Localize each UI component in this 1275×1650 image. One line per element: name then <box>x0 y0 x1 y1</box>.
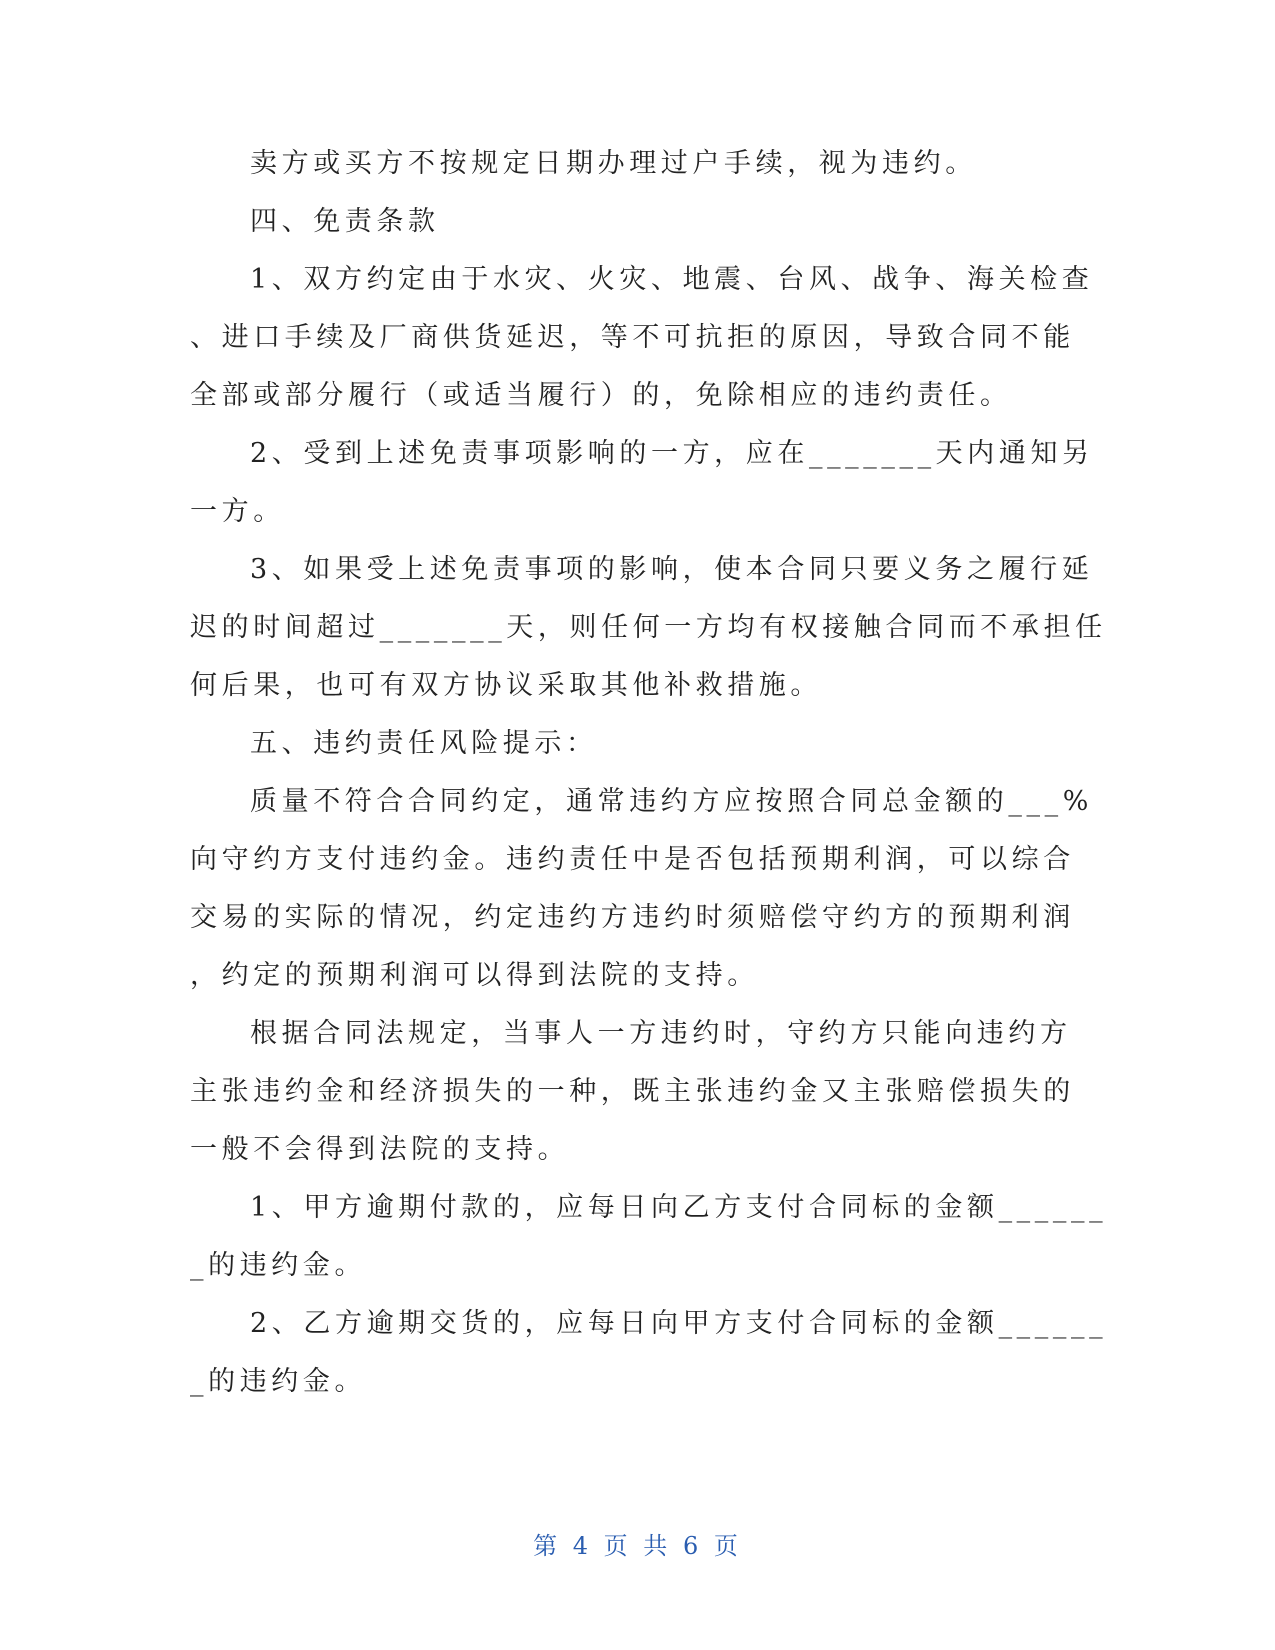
text-line-exemption-2a: 2、受到上述免责事项影响的一方，应在_______天内通知另 <box>250 438 1094 469</box>
text-line-exemption-1a: 1、双方约定由于水灾、火灾、地震、台风、战争、海关检查 <box>250 264 1094 295</box>
text-line-exemption-3a: 3、如果受上述免责事项的影响，使本合同只要义务之履行延 <box>250 554 1094 585</box>
text-line-late-payment-a: 1、甲方逾期付款的，应每日向乙方支付合同标的金额______ <box>250 1192 1108 1223</box>
text-line-late-payment-b: _的违约金。 <box>190 1250 367 1281</box>
section-heading-liability: 五、违约责任风险提示： <box>250 728 598 759</box>
page-number-footer: 第 4 页 共 6 页 <box>533 1532 742 1560</box>
text-line-contract-law-b: 主张违约金和经济损失的一种，既主张违约金又主张赔偿损失的 <box>190 1076 1075 1107</box>
text-line-contract-law-c: 一般不会得到法院的支持。 <box>190 1134 570 1165</box>
text-line-exemption-1b: 、进口手续及厂商供货延迟，等不可抗拒的原因，导致合同不能 <box>190 322 1075 353</box>
text-line-late-delivery-a: 2、乙方逾期交货的，应每日向甲方支付合同标的金额______ <box>250 1308 1108 1339</box>
text-line-quality-a: 质量不符合合同约定，通常违约方应按照合同总金额的___% <box>250 786 1093 817</box>
text-line-quality-d: ，约定的预期利润可以得到法院的支持。 <box>190 960 759 991</box>
text-line-exemption-2b: 一方。 <box>190 496 285 527</box>
text-line-exemption-3c: 何后果，也可有双方协议采取其他补救措施。 <box>190 670 822 701</box>
text-line-quality-b: 向守约方支付违约金。违约责任中是否包括预期利润，可以综合 <box>190 844 1075 875</box>
text-line-contract-law-a: 根据合同法规定，当事人一方违约时，守约方只能向违约方 <box>250 1018 1072 1049</box>
text-line-breach-transfer: 卖方或买方不按规定日期办理过户手续，视为违约。 <box>250 148 977 179</box>
text-line-quality-c: 交易的实际的情况，约定违约方违约时须赔偿守约方的预期利润 <box>190 902 1075 933</box>
text-line-exemption-1c: 全部或部分履行（或适当履行）的，免除相应的违约责任。 <box>190 380 1012 411</box>
text-line-exemption-3b: 迟的时间超过_______天，则任何一方均有权接触合同而不承担任 <box>190 612 1107 643</box>
text-line-late-delivery-b: _的违约金。 <box>190 1366 367 1397</box>
section-heading-exemption: 四、免责条款 <box>250 206 440 237</box>
